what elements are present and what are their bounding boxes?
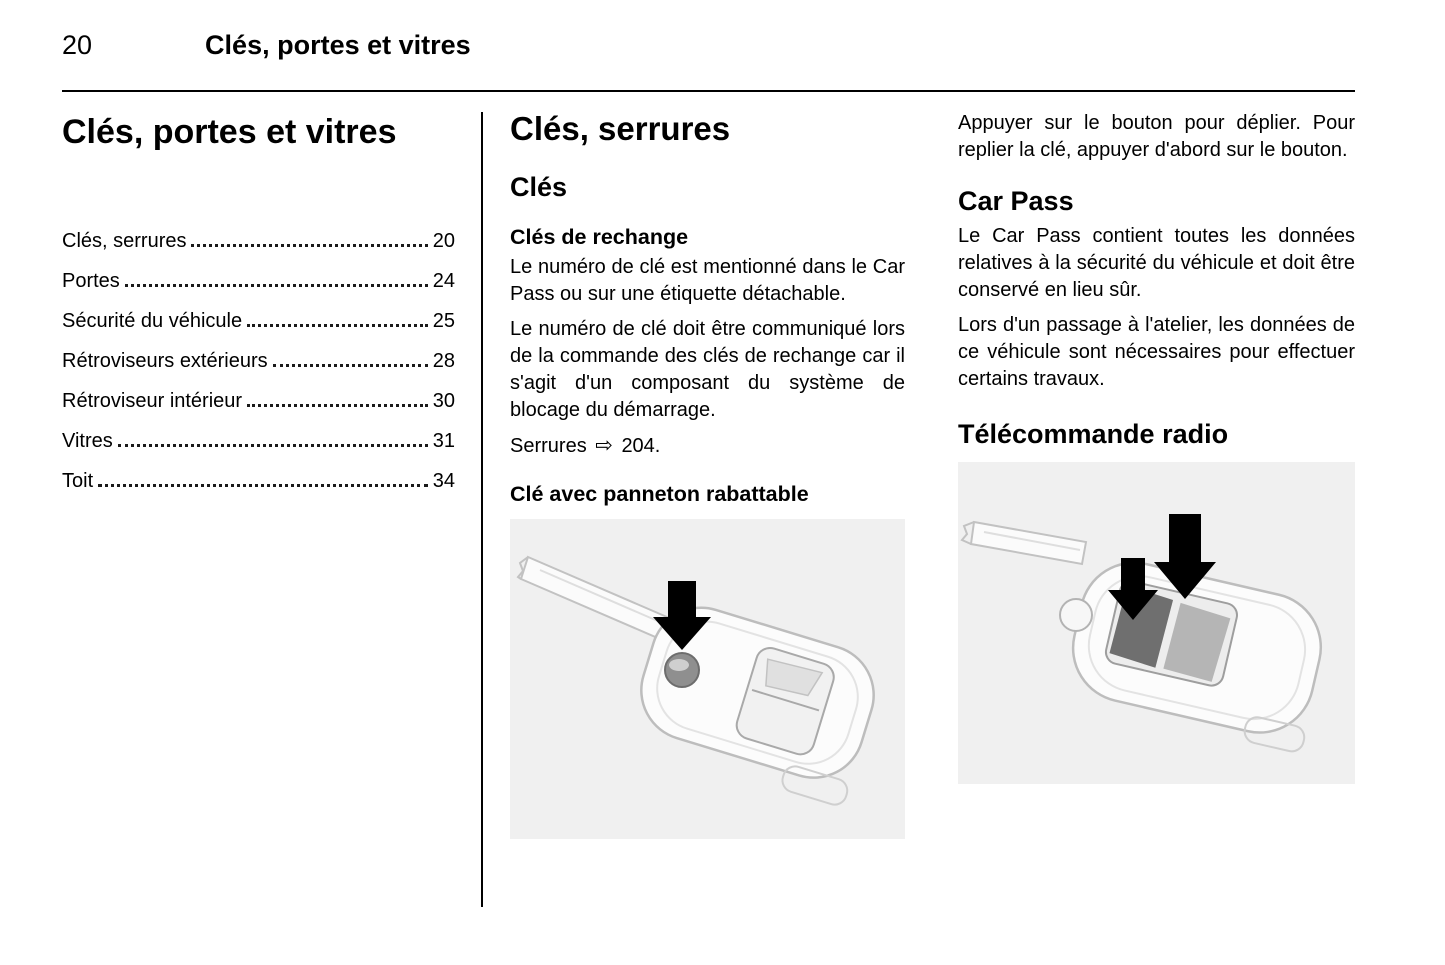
toc-entry-label: Vitres <box>62 430 113 452</box>
toc-entry-label: Sécurité du véhicule <box>62 310 243 332</box>
paragraph: Le numéro de clé doit être communiqué lors de la commande des clés de rechange car il s'agit d'un composant du système de blocage du démarrage. <box>510 318 905 421</box>
remote-key-drawing <box>958 462 1355 784</box>
toc-entry <box>62 228 455 255</box>
key-release-button <box>1060 599 1092 631</box>
toc-entry-page: 31 <box>432 430 455 452</box>
chapter-title: Clés, portes et vitres <box>62 113 397 151</box>
flip-key-illustration <box>510 519 905 839</box>
flip-key-drawing <box>510 519 905 839</box>
cross-reference-label: Serrures <box>510 435 587 457</box>
page-number: 20 <box>62 30 93 60</box>
cross-reference-page: 204. <box>621 435 661 457</box>
toc-entry-label: Clés, serrures <box>62 230 187 252</box>
toc-leader-dots <box>247 404 428 407</box>
toc-leader-dots <box>191 244 427 247</box>
section-heading: Clés, serrures <box>510 110 731 147</box>
toc-entry-label: Toit <box>62 470 94 492</box>
toc-entry <box>62 348 455 375</box>
toc-leader-dots <box>98 484 428 487</box>
toc-leader-dots <box>125 284 428 287</box>
content-column-middle <box>510 110 905 839</box>
toc-entry-page: 30 <box>432 390 455 412</box>
remote-control-key-illustration <box>958 462 1355 784</box>
column-divider <box>481 112 483 907</box>
toc-leader-dots <box>247 324 428 327</box>
page-header <box>62 32 471 59</box>
header-rule <box>62 90 1355 92</box>
topic-heading-flip-key: Clé avec panneton rabattable <box>510 482 809 506</box>
toc-entry <box>62 388 455 415</box>
toc-entry-page: 34 <box>432 470 455 492</box>
toc-entry <box>62 428 455 455</box>
toc-column <box>62 110 455 508</box>
toc-entry <box>62 308 455 335</box>
heading-remote-control: Télécommande radio <box>958 419 1229 449</box>
paragraph: Lors d'un passage à l'atelier, les données de ce véhicule sont nécessaires pour effectuer certains travaux. <box>958 314 1355 390</box>
table-of-contents <box>62 228 455 495</box>
toc-entry-page: 25 <box>432 310 455 332</box>
toc-entry-label: Portes <box>62 270 120 292</box>
toc-leader-dots <box>118 444 428 447</box>
toc-entry-label: Rétroviseurs extérieurs <box>62 350 268 372</box>
paragraph: Appuyer sur le bouton pour déplier. Pour replier la clé, appuyer d'abord sur le bouton. <box>958 112 1355 161</box>
toc-entry-page: 28 <box>432 350 455 372</box>
toc-entry-page: 20 <box>432 230 455 252</box>
topic-heading-spare-keys: Clés de rechange <box>510 225 689 249</box>
cross-reference <box>510 432 905 460</box>
page-reference-arrow-icon: ⇨ <box>595 434 613 457</box>
heading-car-pass: Car Pass <box>958 186 1074 216</box>
toc-leader-dots <box>273 364 428 367</box>
running-header-title: Clés, portes et vitres <box>205 30 471 60</box>
toc-entry-page: 24 <box>432 270 455 292</box>
subsection-heading: Clés <box>510 172 568 202</box>
content-column-right <box>958 110 1355 784</box>
toc-entry-label: Rétroviseur intérieur <box>62 390 243 412</box>
toc-entry <box>62 268 455 295</box>
toc-entry <box>62 468 455 495</box>
paragraph: Le numéro de clé est mentionné dans le Car Pass ou sur une étiquette détachable. <box>510 256 905 305</box>
paragraph: Le Car Pass contient toutes les données relatives à la sécurité du véhicule et doit être conservé en lieu sûr. <box>958 225 1355 301</box>
